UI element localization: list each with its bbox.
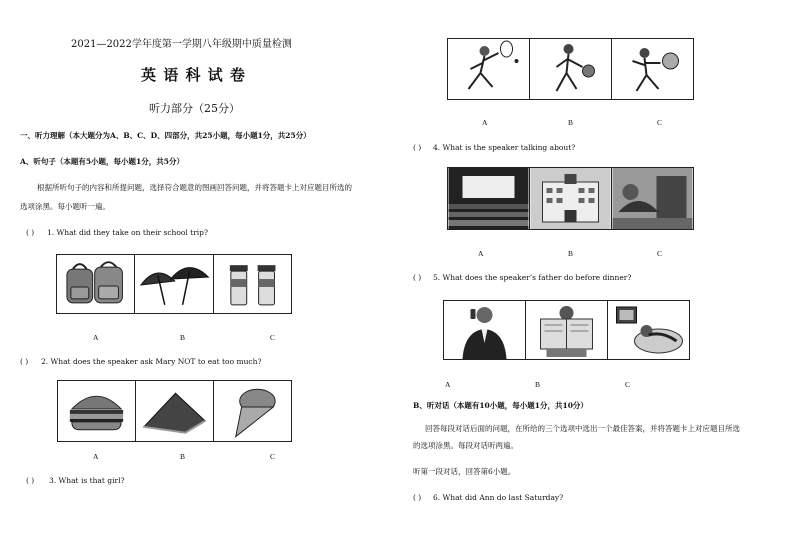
- q4-answer-blank[interactable]: ( ): [413, 143, 422, 152]
- q1-option-c-label: C: [270, 333, 276, 342]
- sectionB-line2: 的选项涂黑。每段对话听两遍。: [413, 441, 518, 450]
- q3-picture-panel: [447, 38, 694, 100]
- q2-option-a-label: A: [93, 452, 99, 461]
- q3-option-a-label: A: [482, 118, 488, 127]
- q6-answer-blank[interactable]: ( ): [413, 493, 422, 502]
- q3-text: 3. What is that girl?: [49, 476, 125, 485]
- instructions-line1: 根据所听句子的内容和所提问题，选择符合题意的图画回答问题，并将答题卡上对应题目所选的: [37, 183, 352, 192]
- q5-answer-blank[interactable]: ( ): [413, 273, 422, 282]
- q4-option-a-label: A: [478, 249, 484, 258]
- cake-slice-icon: [136, 381, 213, 441]
- q1-option-a-label: A: [93, 333, 99, 342]
- q1-picture-panel: [56, 254, 292, 314]
- tv-watching-icon: [608, 301, 689, 359]
- q2-answer-blank[interactable]: ( ): [20, 357, 29, 366]
- listening-title: 听力部分（25分）: [149, 102, 240, 115]
- q1-text: 1. What did they take on their school trip?: [47, 228, 208, 237]
- q1-option-b-picture: [135, 255, 213, 313]
- q1-option-c-picture: [214, 255, 291, 313]
- volleyball-player-icon: [612, 39, 693, 99]
- q4-option-c-picture: [612, 168, 693, 229]
- cinema-icon: [448, 168, 529, 229]
- q4-option-a-picture: [448, 168, 530, 229]
- q2-picture-panel: [57, 380, 292, 442]
- phone-call-icon: [444, 301, 525, 359]
- q3-option-a-picture: [448, 39, 530, 99]
- q5-option-b-picture: [526, 301, 608, 359]
- q1-answer-blank[interactable]: ( ): [26, 228, 35, 237]
- q5-option-c-label: C: [625, 380, 631, 389]
- dialogue1-prompt: 听第一段对话，回答第6小题。: [413, 467, 516, 476]
- q4-option-c-label: C: [657, 249, 663, 258]
- q3-option-c-picture: [612, 39, 693, 99]
- instructions-line2: 选项涂黑。每小题听一遍。: [20, 202, 110, 211]
- tennis-player-icon: [448, 39, 529, 99]
- backpack-icon: [57, 255, 134, 313]
- q2-option-b-label: B: [180, 452, 186, 461]
- ice-cream-icon: [214, 381, 291, 441]
- newspaper-icon: [526, 301, 607, 359]
- exam-title: 2021—2022学年度第一学期八年级期中质量检测: [71, 39, 292, 50]
- museum-icon: [612, 168, 693, 229]
- q2-option-c-label: C: [270, 452, 276, 461]
- subject-title: 英 语 科 试 卷: [141, 66, 246, 84]
- q3-answer-blank[interactable]: ( ): [26, 476, 35, 485]
- basketball-player-icon: [530, 39, 611, 99]
- q4-option-b-label: B: [568, 249, 574, 258]
- q2-option-a-picture: [58, 381, 136, 441]
- q3-option-c-label: C: [657, 118, 663, 127]
- q5-option-a-label: A: [445, 380, 451, 389]
- q4-picture-panel: [447, 167, 694, 230]
- q3-option-b-picture: [530, 39, 612, 99]
- q2-text: 2. What does the speaker ask Mary NOT to eat too much?: [41, 357, 262, 366]
- umbrella-icon: [135, 255, 212, 313]
- q5-option-a-picture: [444, 301, 526, 359]
- q1-option-b-label: B: [180, 333, 186, 342]
- q4-option-b-picture: [530, 168, 612, 229]
- hamburger-icon: [58, 381, 135, 441]
- q2-option-b-picture: [136, 381, 214, 441]
- q5-text: 5. What does the speaker’s father do before dinner?: [433, 273, 632, 282]
- q2-option-c-picture: [214, 381, 291, 441]
- sectionB-line1: 回答每段对话后面的问题，在所给的三个选项中选出一个最佳答案，并将答题卡上对应题目所选: [425, 424, 740, 433]
- q5-option-c-picture: [608, 301, 689, 359]
- section1-heading: 一、听力理解（本大题分为A、B、C、D、四部分，共25小题，每小题1分，共25分）: [20, 131, 311, 140]
- hospital-icon: [530, 168, 611, 229]
- q6-text: 6. What did Ann do last Saturday?: [433, 493, 564, 502]
- q5-option-b-label: B: [535, 380, 541, 389]
- bottle-icon: [214, 255, 291, 313]
- sectionA-heading: A、听句子（本题有5小题，每小题1分，共5分）: [20, 157, 184, 166]
- q4-text: 4. What is the speaker talking about?: [433, 143, 576, 152]
- q5-picture-panel: [443, 300, 690, 360]
- q3-option-b-label: B: [568, 118, 574, 127]
- q1-option-a-picture: [57, 255, 135, 313]
- sectionB-heading: B、听对话（本题有10小题，每小题1分，共10分）: [413, 401, 588, 410]
